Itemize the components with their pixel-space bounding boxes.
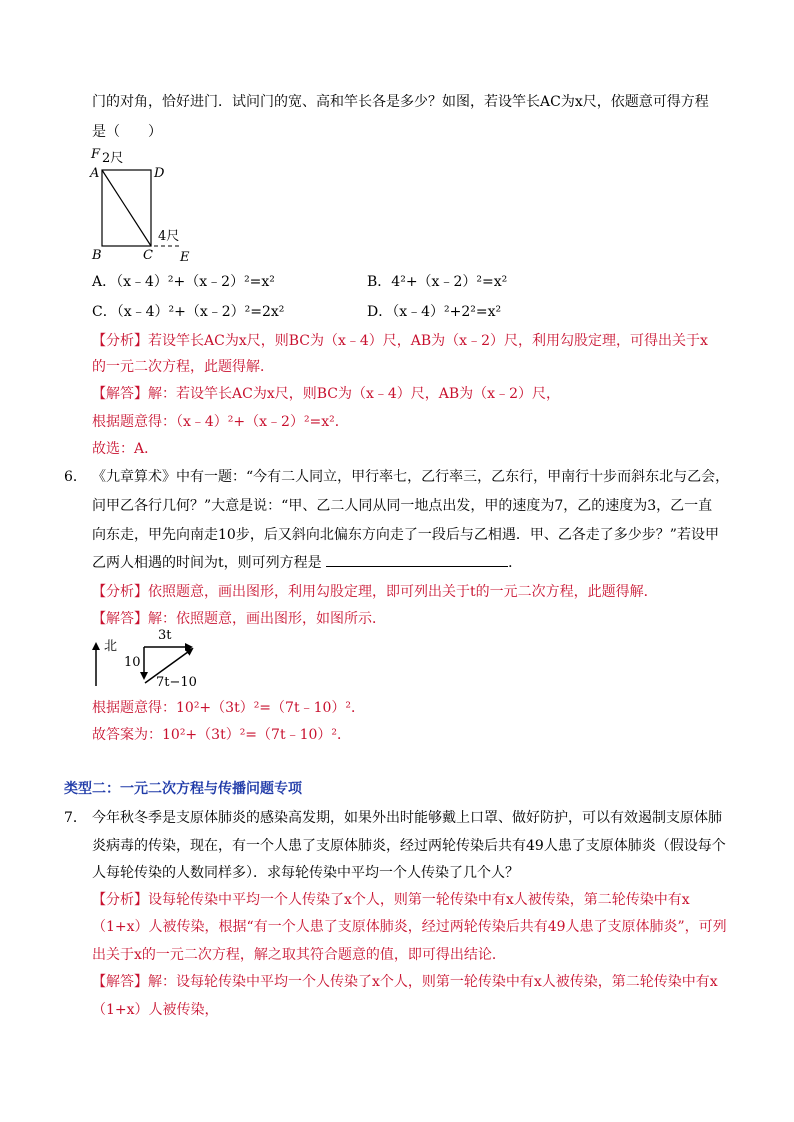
answer-blank[interactable] [326, 554, 508, 567]
analysis-tag: 【分析】 [92, 892, 148, 908]
q7-analysis-1 [92, 890, 690, 910]
solution-tag: 【解答】 [92, 386, 148, 402]
q7-analysis-2: （1+x）人被传染，根据“有一个人患了支原体肺炎，经过两轮传染后共有49人患了支原体肺炎”，可列 [92, 919, 727, 935]
q6-line1: 《九章算术》中有一题：“今有二人同立，甲行率七，乙行率三，乙东行，甲南行十步而斜东北与乙会， [92, 469, 730, 485]
q6-line2: 问甲乙各行几何？”大意是说：“甲、乙二人同从同一地点出发，甲的速度为7，乙的速度为3，乙一直 [92, 498, 713, 514]
q5-analysis-2: 的一元二次方程，此题得解． [92, 359, 274, 375]
q5-solution-2: 根据题意得：（x﹣4）²+（x﹣2）²=x²． [92, 414, 349, 430]
option-b-text: 4²+（x﹣2）²=x² [391, 274, 508, 290]
label-F: F [91, 147, 101, 162]
q6-line4-text: 乙两人相遇的时间为t，则可列方程是 [92, 555, 322, 571]
section-title: 类型二：一元二次方程与传播问题专项 [64, 781, 302, 797]
label-7t-10: 7t−10 [156, 675, 197, 690]
solution-tag: 【解答】 [92, 611, 148, 627]
label-A: A [90, 166, 100, 181]
q6-solution-1 [92, 609, 386, 629]
option-d [367, 302, 501, 322]
label-E: E [180, 250, 190, 265]
q6-triangle-figure [88, 628, 228, 690]
option-b-label: B． [367, 274, 392, 290]
q5-solution-3: 故选：A． [92, 441, 159, 457]
option-c [92, 302, 284, 322]
q5-line2: 是（ ） [92, 124, 162, 140]
solution-text: 解：若设竿长AC为x尺，则BC为（x﹣4）尺，AB为（x﹣2）尺， [148, 386, 560, 402]
label-10: 10 [124, 655, 141, 670]
q6-line3: 向东走，甲先向南走10步，后又斜向北偏东方向走了一段后与乙相遇．甲、乙各走了多少步？”若设甲 [92, 527, 719, 543]
option-c-text: （x﹣4）²+（x﹣2）²=2x² [116, 304, 285, 320]
label-D: D [154, 166, 165, 181]
label-3t: 3t [158, 628, 172, 643]
analysis-tag: 【分析】 [92, 333, 148, 349]
analysis-text: 设每轮传染中平均一个人传染了x个人，则第一轮传染中有x人被传染，第二轮传染中有x [148, 892, 690, 908]
label-4chi: 4尺 [158, 229, 180, 244]
option-d-label: D． [367, 304, 393, 320]
analysis-tag: 【分析】 [92, 584, 148, 600]
label-B: B [92, 248, 102, 263]
q7-solution-1 [92, 972, 718, 992]
q7-solution-2: （1+x）人被传染， [92, 1002, 219, 1018]
q6-eq-1: 根据题意得：10²+（3t）²=（7t﹣10）²． [92, 700, 365, 716]
option-c-label: C． [92, 304, 117, 320]
q7-line2: 炎病毒的传染，现在，有一个人患了支原体肺炎，经过两轮传染后共有49人患了支原体肺炎（假设每个 [92, 838, 726, 854]
q6-analysis [92, 582, 658, 602]
label-C: C [143, 248, 153, 263]
q6-line4-end: ． [508, 555, 523, 571]
analysis-text: 依照题意，画出图形，利用勾股定理，即可列出关于t的一元二次方程，此题得解． [148, 584, 658, 600]
q5-analysis-1 [92, 331, 708, 351]
q7-analysis-3: 出关于x的一元二次方程，解之取其符合题意的值，即可得出结论． [92, 947, 506, 963]
solution-text: 解：设每轮传染中平均一个人传染了x个人，则第一轮传染中有x人被传染，第二轮传染中有x [148, 974, 718, 990]
option-a-label: A． [92, 274, 117, 290]
solution-text: 解：依照题意，画出图形，如图所示． [148, 611, 386, 627]
option-a [92, 272, 275, 292]
q6-eq-2: 故答案为：10²+（3t）²=（7t﹣10）²． [92, 727, 351, 743]
analysis-text: 若设竿长AC为x尺，则BC为（x﹣4）尺，AB为（x﹣2）尺，利用勾股定理，可得出关于x [148, 333, 708, 349]
q6-line4 [92, 553, 522, 573]
q5-door-figure [90, 148, 200, 266]
pole-line [102, 170, 151, 246]
north-label: 北 [104, 639, 118, 654]
q6-number: 6． [64, 469, 87, 485]
q7-number: 7． [64, 810, 87, 826]
q7-line3: 人每轮传染的人数同样多）．求每轮传染中平均一个人传染了几个人？ [92, 865, 519, 881]
solution-tag: 【解答】 [92, 974, 148, 990]
q7-line1: 今年秋冬季是支原体肺炎的感染高发期，如果外出时能够戴上口罩、做好防护，可以有效遏制支原体肺 [92, 810, 722, 826]
option-d-text: （x﹣4）²+2²=x² [392, 304, 502, 320]
option-b [367, 272, 507, 292]
label-2chi: 2尺 [102, 151, 124, 166]
option-a-text: （x﹣4）²+（x﹣2）²=x² [116, 274, 275, 290]
q5-solution-1 [92, 384, 560, 404]
q5-line1: 门的对角，恰好进门．试问门的宽、高和竿长各是多少？如图，若设竿长AC为x尺，依题意可得方程 [92, 94, 709, 110]
